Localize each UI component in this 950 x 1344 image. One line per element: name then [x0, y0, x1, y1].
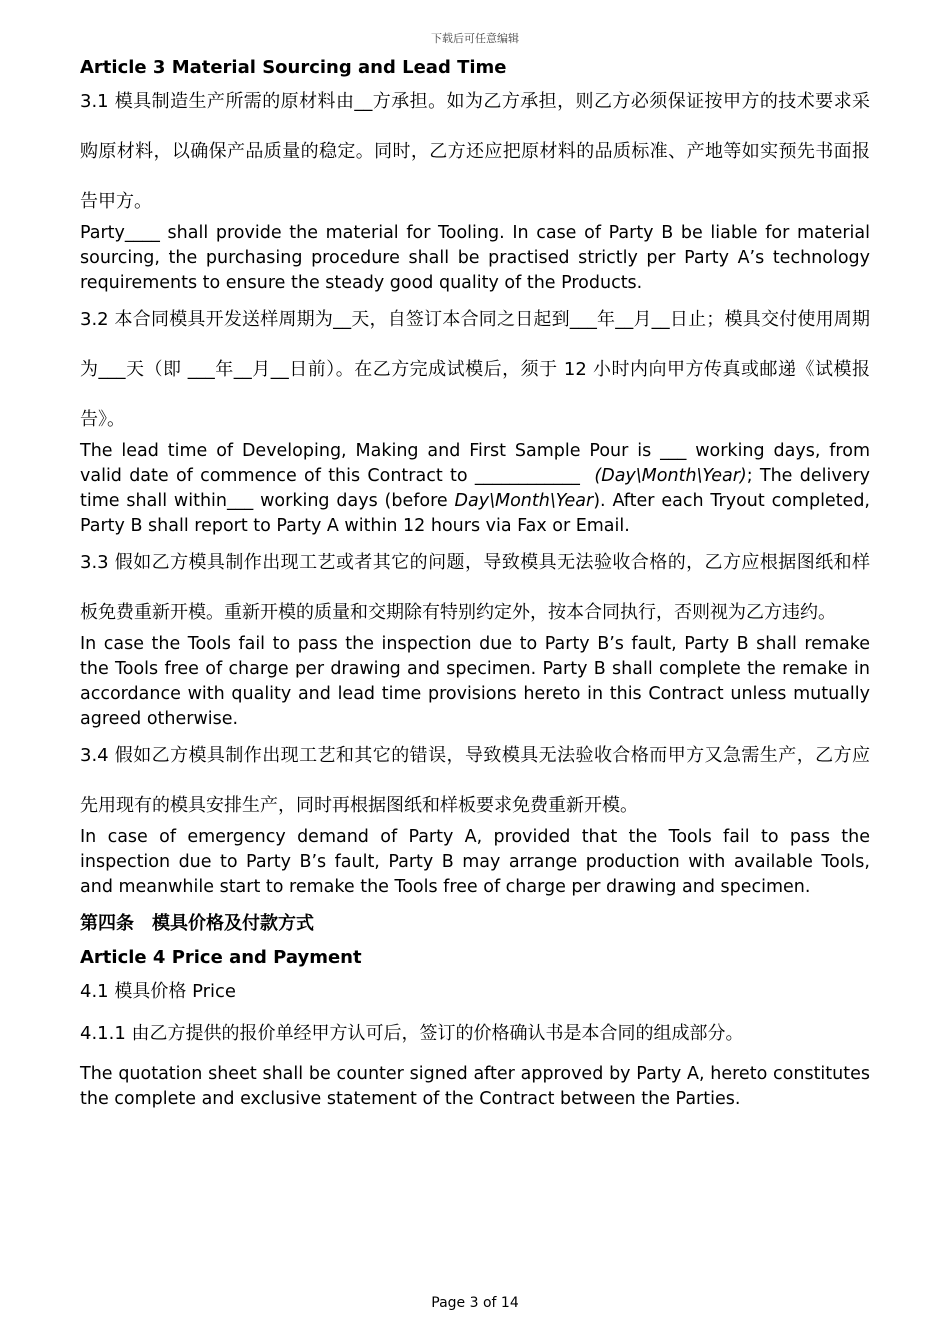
clause-3-1-zh: 3.1 模具制造生产所需的原材料由__方承担。如为乙方承担，则乙方必须保证按甲方的技术要求采购原材料，以确保产品质量的稳定。同时，乙方还应把原材料的品质标准、产地等如实预先书面报告甲方。 [80, 91, 870, 212]
document-body [80, 56, 870, 1124]
page-number: Page 3 of 14 [431, 1295, 519, 1311]
clause-3-2-zh: 3.2 本合同模具开发送样周期为__天，自签订本合同之日起到___年__月__日止；模具交付使用周期为___天（即 ___年__月__日前）。在乙方完成试模后，须于 12 小时内向甲方传真或邮递《试模报告》。 [80, 309, 870, 430]
page-header-note: 下载后可任意编辑 [431, 32, 519, 45]
article-3-title: Article 3 Material Sourcing and Lead Time [80, 57, 507, 78]
article-4-title-en: Article 4 Price and Payment [80, 947, 362, 968]
clause-4-1-heading: 4.1 模具价格 Price [80, 981, 236, 1002]
clause-3-1-en: Party____ shall provide the material for Tooling. In case of Party B be liable for material sourcing, the purchasing procedure shall be practised strictly per Party A’s technology requirements to ensure the steady good quality of the Products. [80, 223, 870, 293]
clause-3-2-en-date-format: (Day\Month\Year) [594, 466, 747, 486]
article-4-title-zh: 第四条 模具价格及付款方式 [80, 913, 314, 934]
clause-3-2-en-part-e: ). After each Tryout completed, Party B shall report to Party A within 12 hours via Fax or Email. [80, 491, 870, 536]
clause-4-1-1-en: The quotation sheet shall be counter signed after approved by Party A, hereto constitutes the complete and exclusive statement of the Contract between the Parties. [80, 1064, 870, 1109]
clause-3-2-en-part-a: The lead time of Developing, Making and First Sample Pour is ___ working days, from valid date of commence of this Contract to ____________ [80, 441, 870, 486]
clause-3-3-zh: 3.3 假如乙方模具制作出现工艺或者其它的问题，导致模具无法验收合格的，乙方应根据图纸和样板免费重新开模。重新开模的质量和交期除有特别约定外，按本合同执行，否则视为乙方违约。 [80, 552, 870, 623]
clause-4-1-1-zh: 4.1.1 由乙方提供的报价单经甲方认可后，签订的价格确认书是本合同的组成部分。 [80, 1023, 744, 1044]
clause-3-2-en-part-c: ; The delivery time shall within___ working days (before [80, 466, 871, 511]
clause-3-4-zh: 3.4 假如乙方模具制作出现工艺和其它的错误，导致模具无法验收合格而甲方又急需生产，乙方应先用现有的模具安排生产，同时再根据图纸和样板要求免费重新开模。 [80, 745, 870, 816]
clause-3-3-en: In case the Tools fail to pass the inspection due to Party B’s fault, Party B shall remake the Tools free of charge per drawing and specimen. Party B shall complete the remake in accordance with quality and lead time provisions hereto in this Contract unless mutually agreed otherwise. [80, 634, 870, 729]
clause-3-4-en: In case of emergency demand of Party A, provided that the Tools fail to pass the inspection due to Party B’s fault, Party B may arrange production with available Tools, and meanwhile start to remake the Tools free of charge per drawing and specimen. [80, 827, 870, 897]
clause-3-2-en-date-format-2: Day\Month\Year [454, 491, 594, 511]
clause-3-2-en [80, 439, 870, 539]
